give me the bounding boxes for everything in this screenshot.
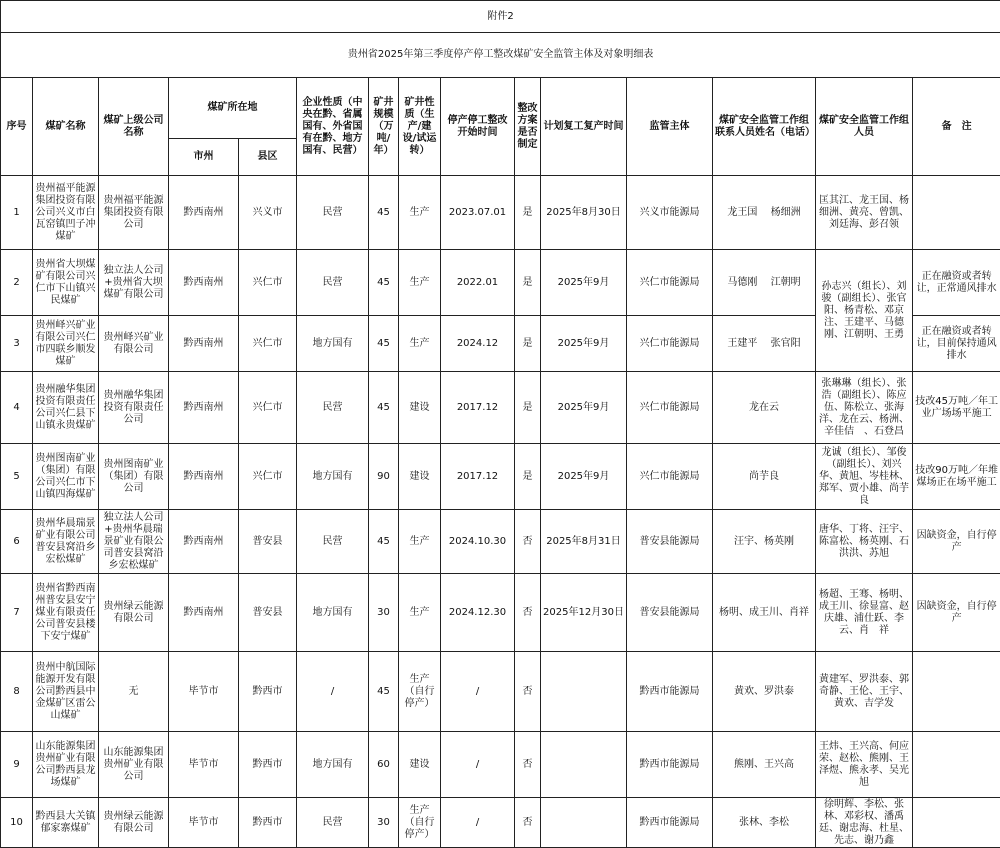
table-row <box>1 652 1000 732</box>
table-row <box>1 732 1000 798</box>
cell-contact: 尚芋良 <box>713 444 816 510</box>
cell-city: 毕节市 <box>169 732 239 798</box>
cell-no: 8 <box>1 652 33 732</box>
cell-parent: 贵州绿云能源有限公司 <box>99 798 169 848</box>
cell-staff: 杨超、王骞、杨明、成王川、徐显富、赵庆雄、浦仕跃、李云、肖 祥 <box>816 574 913 652</box>
cell-staff: 孙志兴（组长）、刘骏（副组长）、张官阳、杨青松、邓京注、王建平、马德刚、江朝明、王勇 <box>816 250 913 372</box>
header-location: 煤矿所在地 <box>169 78 297 139</box>
cell-staff: 龙诚（组长）、邹俊（副组长）、刘兴华、黄旭、岑桂林、郑军、贾小雄、尚芋良 <box>816 444 913 510</box>
cell-well: 生产 <box>399 250 441 316</box>
cell-no: 10 <box>1 798 33 848</box>
cell-authority: 兴仁市能源局 <box>627 316 713 372</box>
cell-stop: 2024.10.30 <box>441 510 515 574</box>
cell-plan: 是 <box>515 176 541 250</box>
cell-no: 4 <box>1 372 33 444</box>
cell-remark <box>913 176 1000 250</box>
cell-nature: 民营 <box>297 372 369 444</box>
cell-nature: 地方国有 <box>297 732 369 798</box>
header-city: 市州 <box>169 139 239 176</box>
cell-well: 生产 <box>399 574 441 652</box>
cell-city: 黔西南州 <box>169 510 239 574</box>
cell-remark: 正在融资或者转让，正常通风排水 <box>913 250 1000 316</box>
cell-county: 兴仁市 <box>239 372 297 444</box>
cell-nature: 地方国有 <box>297 574 369 652</box>
cell-stop: / <box>441 652 515 732</box>
header-nature: 企业性质（中央在黔、省属国有、外省国有在黔、地方国有、民营） <box>297 78 369 176</box>
cell-mine-name: 贵州省黔西南州普安县安宁煤业有限责任公司普安县楼下安宁煤矿 <box>33 574 99 652</box>
cell-mine-name: 贵州中航国际能源开发有限公司黔西县中金煤矿区雷公山煤矿 <box>33 652 99 732</box>
cell-resume <box>541 652 627 732</box>
cell-stop: 2017.12 <box>441 444 515 510</box>
cell-city: 黔西南州 <box>169 316 239 372</box>
cell-remark <box>913 652 1000 732</box>
cell-mine-name: 贵州图南矿业（集团）有限公司兴仁市下山镇四海煤矿 <box>33 444 99 510</box>
cell-well: 生产 <box>399 510 441 574</box>
cell-county: 兴仁市 <box>239 250 297 316</box>
header-mine-name: 煤矿名称 <box>33 78 99 176</box>
header-contact: 煤矿安全监管工作组联系人员姓名（电话） <box>713 78 816 176</box>
cell-well: 生产（自行停产） <box>399 798 441 848</box>
cell-staff: 王炜、王兴高、何应荣、赵松、熊刚、王泽煜、熊永孝、吴光旭 <box>816 732 913 798</box>
cell-authority: 兴仁市能源局 <box>627 250 713 316</box>
cell-scale: 45 <box>369 510 399 574</box>
cell-mine-name: 山东能源集团贵州矿业有限公司黔西县龙场煤矿 <box>33 732 99 798</box>
cell-staff: 徐明辉、李松、张林、邓彩权、潘禹廷、谢忠海、杜星、先志、谢乃鑫 <box>816 798 913 848</box>
cell-plan: 是 <box>515 444 541 510</box>
cell-authority: 黔西市能源局 <box>627 732 713 798</box>
cell-nature: 地方国有 <box>297 444 369 510</box>
cell-county: 普安县 <box>239 510 297 574</box>
cell-contact: 王建平 张官阳 <box>713 316 816 372</box>
cell-stop: 2024.12 <box>441 316 515 372</box>
cell-county: 兴仁市 <box>239 316 297 372</box>
cell-city: 毕节市 <box>169 652 239 732</box>
header-no: 序号 <box>1 78 33 176</box>
cell-mine-name: 贵州华晨瑞景矿业有限公司普安县窝沿乡宏松煤矿 <box>33 510 99 574</box>
cell-plan: 否 <box>515 510 541 574</box>
cell-contact: 杨明、成王川、肖祥 <box>713 574 816 652</box>
header-parent-company: 煤矿上级公司名称 <box>99 78 169 176</box>
cell-resume: 2025年9月 <box>541 316 627 372</box>
cell-plan: 否 <box>515 732 541 798</box>
cell-plan: 否 <box>515 652 541 732</box>
cell-staff: 匡其江、龙王国、杨细洲、黄亮、曾凯、刘廷海、彭召领 <box>816 176 913 250</box>
cell-county: 普安县 <box>239 574 297 652</box>
header-staff: 煤矿安全监管工作组人员 <box>816 78 913 176</box>
cell-remark <box>913 798 1000 848</box>
cell-mine-name: 黔西县大关镇郁家寨煤矿 <box>33 798 99 848</box>
cell-scale: 45 <box>369 316 399 372</box>
cell-nature: 民营 <box>297 176 369 250</box>
table-row <box>1 176 1000 250</box>
cell-scale: 45 <box>369 372 399 444</box>
cell-city: 黔西南州 <box>169 176 239 250</box>
cell-scale: 45 <box>369 250 399 316</box>
header-well-nature: 矿井性质（生产/建设/试运转） <box>399 78 441 176</box>
cell-city: 黔西南州 <box>169 372 239 444</box>
cell-scale: 60 <box>369 732 399 798</box>
cell-no: 7 <box>1 574 33 652</box>
cell-parent: 无 <box>99 652 169 732</box>
cell-well: 生产（自行停产） <box>399 652 441 732</box>
cell-well: 建设 <box>399 732 441 798</box>
cell-remark: 因缺资金，自行停产 <box>913 510 1000 574</box>
cell-resume <box>541 732 627 798</box>
cell-mine-name: 贵州省大坝煤矿有限公司兴仁市下山镇兴民煤矿 <box>33 250 99 316</box>
cell-authority: 普安县能源局 <box>627 574 713 652</box>
cell-resume: 2025年9月 <box>541 444 627 510</box>
cell-stop: 2024.12.30 <box>441 574 515 652</box>
cell-authority: 黔西市能源局 <box>627 652 713 732</box>
cell-resume: 2025年8月31日 <box>541 510 627 574</box>
cell-city: 黔西南州 <box>169 250 239 316</box>
cell-contact: 马德刚 江朝明 <box>713 250 816 316</box>
cell-well: 建设 <box>399 444 441 510</box>
header-plan-made: 整改方案是否制定 <box>515 78 541 176</box>
cell-nature: 民营 <box>297 510 369 574</box>
cell-mine-name: 贵州峄兴矿业有限公司兴仁市四联乡顺发煤矿 <box>33 316 99 372</box>
cell-county: 黔西市 <box>239 732 297 798</box>
cell-mine-name: 贵州福平能源集团投资有限公司兴义市白瓦窑镇凹子冲煤矿 <box>33 176 99 250</box>
header-remark: 备 注 <box>913 78 1000 176</box>
cell-parent: 贵州峄兴矿业有限公司 <box>99 316 169 372</box>
cell-no: 9 <box>1 732 33 798</box>
cell-no: 2 <box>1 250 33 316</box>
cell-no: 6 <box>1 510 33 574</box>
cell-no: 3 <box>1 316 33 372</box>
cell-scale: 90 <box>369 444 399 510</box>
cell-resume: 2025年12月30日 <box>541 574 627 652</box>
page-title: 贵州省2025年第三季度停产停工整改煤矿安全监管主体及对象明细表 <box>1 33 1000 78</box>
cell-parent: 贵州图南矿业（集团）有限公司 <box>99 444 169 510</box>
cell-staff: 张琳琳（组长）、张浩（副组长）、陈应伍、陈松立、张海洋、龙在云、杨洲、辛佳佶 、石登昌 <box>816 372 913 444</box>
cell-authority: 普安县能源局 <box>627 510 713 574</box>
cell-plan: 否 <box>515 574 541 652</box>
cell-stop: 2022.01 <box>441 250 515 316</box>
cell-well: 建设 <box>399 372 441 444</box>
cell-authority: 黔西市能源局 <box>627 798 713 848</box>
cell-county: 黔西市 <box>239 652 297 732</box>
header-scale: 矿井规模（万吨/年） <box>369 78 399 176</box>
cell-plan: 否 <box>515 798 541 848</box>
cell-well: 生产 <box>399 316 441 372</box>
cell-staff: 唐华、丁将、汪宇、陈富松、杨英刚、石洪洪、苏旭 <box>816 510 913 574</box>
cell-plan: 是 <box>515 250 541 316</box>
cell-remark <box>913 732 1000 798</box>
cell-contact: 黄欢、罗洪泰 <box>713 652 816 732</box>
header-county: 县区 <box>239 139 297 176</box>
cell-staff: 黄建军、罗洪泰、郭奇静、王伦、王宇、黄欢、吉学发 <box>816 652 913 732</box>
cell-contact: 熊刚、王兴高 <box>713 732 816 798</box>
cell-city: 黔西南州 <box>169 574 239 652</box>
cell-scale: 30 <box>369 574 399 652</box>
cell-contact: 张林、李松 <box>713 798 816 848</box>
table-row <box>1 798 1000 848</box>
cell-parent: 山东能源集团贵州矿业有限公司 <box>99 732 169 798</box>
cell-parent: 贵州福平能源集团投资有限公司 <box>99 176 169 250</box>
cell-city: 黔西南州 <box>169 444 239 510</box>
cell-well: 生产 <box>399 176 441 250</box>
title-row <box>1 33 1000 78</box>
cell-contact: 龙王国 杨细洲 <box>713 176 816 250</box>
table-row <box>1 574 1000 652</box>
cell-stop: / <box>441 732 515 798</box>
header-resume-date: 计划复工复产时间 <box>541 78 627 176</box>
cell-parent: 贵州融华集团投资有限责任公司 <box>99 372 169 444</box>
cell-county: 兴义市 <box>239 176 297 250</box>
cell-parent: 独立法人公司+贵州华晨瑞景矿业有限公司普安县窝沿乡宏松煤矿 <box>99 510 169 574</box>
cell-plan: 是 <box>515 372 541 444</box>
cell-remark: 正在融资或者转让，目前保持通风排水 <box>913 316 1000 372</box>
cell-county: 兴仁市 <box>239 444 297 510</box>
cell-mine-name: 贵州融华集团投资有限责任公司兴仁县下山镇永贵煤矿 <box>33 372 99 444</box>
cell-stop: 2023.07.01 <box>441 176 515 250</box>
cell-authority: 兴义市能源局 <box>627 176 713 250</box>
cell-scale: 45 <box>369 176 399 250</box>
cell-nature: 民营 <box>297 798 369 848</box>
cell-remark: 技改45万吨／年工业广场场平施工 <box>913 372 1000 444</box>
cell-contact: 汪宇、杨英刚 <box>713 510 816 574</box>
cell-no: 5 <box>1 444 33 510</box>
table-row <box>1 372 1000 444</box>
cell-remark: 因缺资金，自行停产 <box>913 574 1000 652</box>
cell-authority: 兴仁市能源局 <box>627 444 713 510</box>
attachment-label: 附件2 <box>1 1 1000 33</box>
cell-county: 黔西市 <box>239 798 297 848</box>
attachment-row <box>1 1 1000 33</box>
cell-nature: 民营 <box>297 250 369 316</box>
cell-stop: / <box>441 798 515 848</box>
cell-city: 毕节市 <box>169 798 239 848</box>
table-row <box>1 444 1000 510</box>
header-authority: 监管主体 <box>627 78 713 176</box>
cell-resume <box>541 798 627 848</box>
cell-remark: 技改90万吨／年堆煤场正在场平施工 <box>913 444 1000 510</box>
header-row-1 <box>1 78 1000 139</box>
cell-scale: 45 <box>369 652 399 732</box>
cell-scale: 30 <box>369 798 399 848</box>
cell-parent: 独立法人公司+贵州省大坝煤矿有限公司 <box>99 250 169 316</box>
cell-resume: 2025年9月 <box>541 372 627 444</box>
cell-contact: 龙在云 <box>713 372 816 444</box>
cell-nature: 地方国有 <box>297 316 369 372</box>
cell-resume: 2025年9月 <box>541 250 627 316</box>
cell-nature: / <box>297 652 369 732</box>
cell-resume: 2025年8月30日 <box>541 176 627 250</box>
header-stop-date: 停产停工整改开始时间 <box>441 78 515 176</box>
cell-stop: 2017.12 <box>441 372 515 444</box>
cell-authority: 兴仁市能源局 <box>627 372 713 444</box>
cell-no: 1 <box>1 176 33 250</box>
cell-plan: 是 <box>515 316 541 372</box>
table-row <box>1 250 1000 316</box>
cell-parent: 贵州绿云能源有限公司 <box>99 574 169 652</box>
table-row <box>1 510 1000 574</box>
